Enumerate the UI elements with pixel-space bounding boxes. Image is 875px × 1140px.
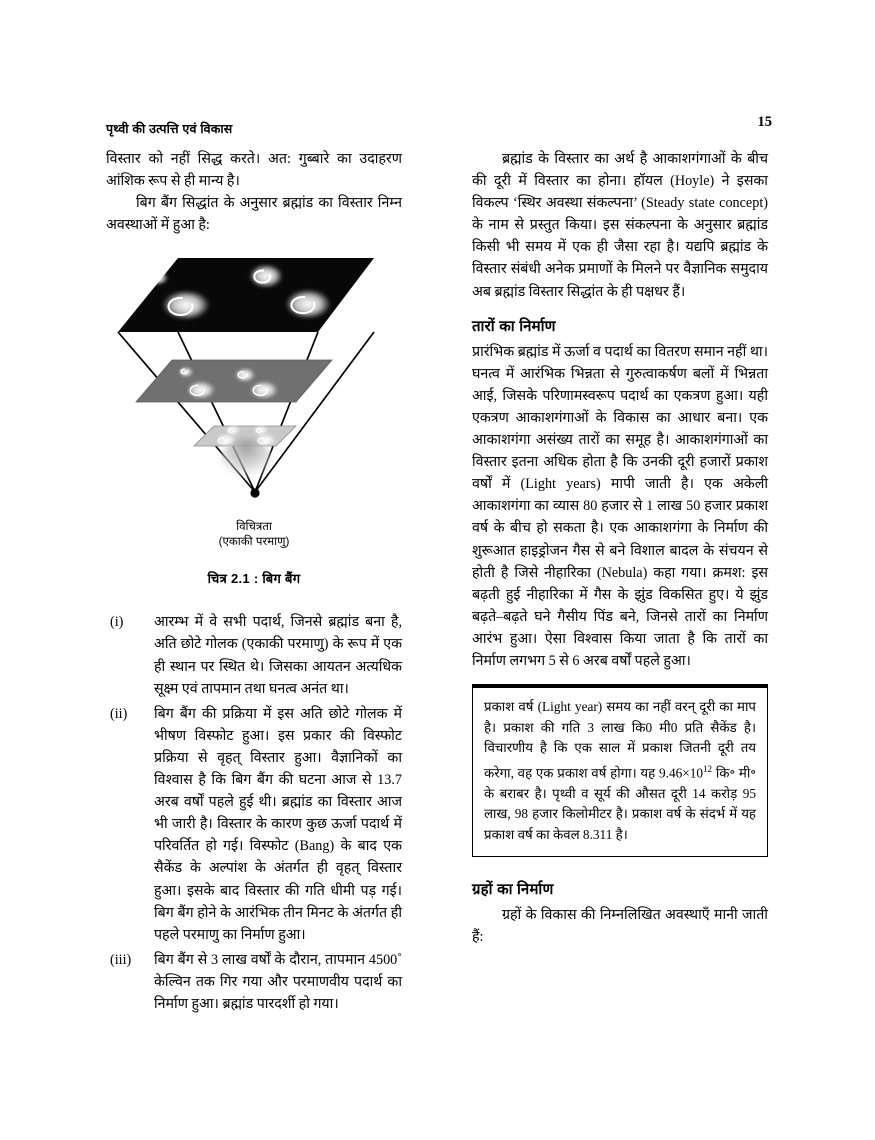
right-paragraph-1: ब्रह्मांड के विस्तार का अर्थ है आकाशगंगाओं के बीच की दूरी में विस्तार का होना। हॉयल (Hoyle) ने इसका विकल्प ‘स्थिर अवस्था संकल्पना’ (Steady state concept) के नाम से प्रस्तुत किया। इस संकल्पना के अनुसार ब्रह्मांड किसी भी समय में एक ही जैसा रहा है। यद्यपि ब्रह्मांड के विस्तार संबंधी अनेक प्रमाणों के मिलने पर वैज्ञानिक समुदाय अब ब्रह्मांड विस्तार सिद्धांत के ही पक्षधर हैं। — [472, 151, 768, 300]
left-paragraph-2: बिग बैंग सिद्धांत के अनुसार ब्रह्मांड का विस्तार निम्न अवस्थाओं में हुआ है: — [106, 195, 402, 234]
figure-caption: चित्र 2.1 : बिग बैंग — [207, 571, 301, 587]
figure-big-bang — [106, 250, 402, 587]
list-marker: (i) — [110, 614, 124, 631]
big-bang-diagram-svg — [106, 250, 402, 520]
page-number: 15 — [757, 114, 772, 130]
singularity-label-line1: विचित्रता — [236, 520, 272, 534]
running-head: पृथ्वी की उत्पत्ति एवं विकास — [106, 122, 233, 136]
callout-text-part2: कि॰ मी॰ के बराबर है। पृथ्वी व सूर्य की औसत दूरी 14 करोड़ 95 लाख, 98 हजार किलोमीटर है। प्रकाश वर्ष के संदर्भ में यह प्रकाश वर्ष का केवल 8.311 है। — [484, 765, 756, 843]
callout-exponent: 12 — [703, 763, 713, 774]
list-item-text: बिग बैंग की प्रक्रिया में इस अति छोटे गोलक में भीषण विस्फोट हुआ। इस प्रकार की विस्फोट प्रक्रिया से वृहत् विस्तार हुआ। वैज्ञानिकों का विश्वास है कि बिग बैंग की घटना आज से 13.7 अरब वर्षों पहले हुई थी। ब्रह्मांड का विस्तार आज भी जारी है। विस्तार के कारण कुछ ऊर्जा पदार्थ में परिवर्तित हो गई। विस्फोट (Bang) के बाद एक सैकेंड के अल्पांश के अंतर्गत ही वृहत् विस्तार हुआ। इसके बाद विस्तार की गति धीमी पड़ गई। बिग बैंग होने के आरंभिक तीन मिनट के अंतर्गत ही पहले परमाणु का निर्माण हुआ। — [154, 705, 402, 943]
list-marker: (iii) — [110, 951, 132, 968]
list-item-text: आरम्भ में वे सभी पदार्थ, जिनसे ब्रह्मांड बना है, अति छोटे गोलक (एकाकी परमाणु) के रूप में एक ही स्थान पर स्थित थे। जिसका आयतन अत्यधिक सूक्ष्म एवं तापमान तथा घनत्व अनंत था। — [154, 614, 402, 697]
plane-middle — [136, 360, 332, 402]
callout-text-part1: प्रकाश वर्ष (Light year) समय का नहीं वरन् दूरी का माप है। प्रकाश की गति 3 लाख कि0 मी0 प्रति सैकेंड है। विचारणीय है कि एक साल में प्रकाश जितनी दूरी तय करेगा, वह एक प्रकाश वर्ष होगा। यह 9.46×10 — [484, 699, 756, 781]
list-marker: (ii) — [110, 705, 128, 722]
list-item — [106, 949, 402, 1015]
stages-list — [106, 611, 402, 1015]
figure-singularity-label — [106, 519, 402, 549]
singularity-point — [250, 489, 259, 498]
list-item — [106, 703, 402, 946]
callout-text — [484, 697, 756, 846]
right-column — [472, 148, 768, 948]
light-year-callout-box — [472, 684, 768, 857]
right-paragraph-2: प्रारंभिक ब्रह्मांड में ऊर्जा व पदार्थ का वितरण समान नहीं था। घनत्व में आरंभिक भिन्नता से गुरुत्वाकर्षण बलों में भिन्नता आई, जिसके परिणामस्वरूप पदार्थ का एकत्रण हुआ। यही एकत्रण आकाशगंगाओं के विकास का आधार बना। एक आकाशगंगा असंख्य तारों का समूह है। आकाशगंगाओं का विस्तार इतना अधिक होता है कि उनकी दूरी हजारों प्रकाश वर्षों में (Light years) मापी जाती है। एक अकेली आकाशगंगा का व्यास 80 हजार से 1 लाख 50 हजार प्रकाश वर्ष के बीच हो सकता है। एक आकाशगंगा के निर्माण की शुरूआत हाइड्रोजन गैस से बने विशाल बादल के संचयन से होती है जिसे नीहारिका (Nebula) कहा गया। क्रमश: इस बढ़ती हुई नीहारिका में गैस के झुंड विकसित हुए। ये झुंड बढ़ते–बढ़ते घने गैसीय पिंड बने, जिनसे तारों का निर्माण आरंभ हुआ। ऐसा विश्वास किया जाता है कि तारों का निर्माण लगभग 5 से 6 अरब वर्षों पहले हुआ। — [472, 343, 768, 669]
list-item-text: बिग बैंग से 3 लाख वर्षों के दौरान, तापमान 4500˚ केल्विन तक गिर गया और परमाणवीय पदार्थ का निर्माण हुआ। ब्रह्मांड पारदर्शी हो गया। — [154, 951, 402, 1012]
left-column — [106, 148, 402, 1018]
section-heading-stars: तारों का निर्माण — [472, 317, 556, 335]
list-item — [106, 611, 402, 699]
left-paragraph-1: विस्तार को नहीं सिद्ध करते। अत: गुब्बारे का उदाहरण आंशिक रूप से ही मान्य है। — [106, 151, 402, 190]
plane-top — [118, 258, 374, 332]
right-paragraph-3: ग्रहों के विकास की निम्नलिखित अवस्थाएँ मानी जाती हैं: — [472, 906, 768, 945]
section-heading-planets: ग्रहों का निर्माण — [472, 880, 554, 898]
figure-canvas — [106, 250, 402, 520]
singularity-label-line2: (एकाकी परमाणु) — [218, 535, 290, 549]
